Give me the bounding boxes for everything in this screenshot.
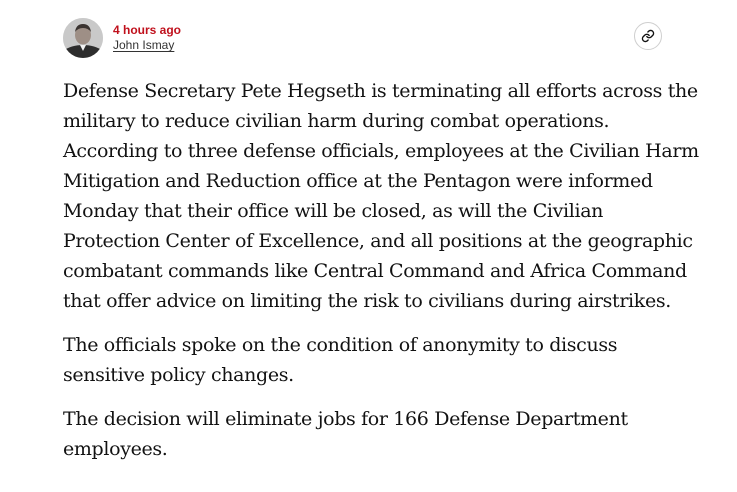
author-link[interactable]: John Ismay <box>113 38 175 52</box>
link-icon <box>641 29 655 43</box>
paragraph: The officials spoke on the condition of anonymity to discuss sensitive policy changes. <box>63 334 618 386</box>
author-avatar[interactable] <box>63 18 103 58</box>
copy-link-button[interactable] <box>634 22 662 50</box>
paragraph: Defense Secretary Pete Hegseth is terminating all efforts across the military to reduce civilian harm during combat operations. According to three defense officials, employees at the Civilian Harm Mitigation and Reduction office at the Pentagon were informed Monday that their office will be closed, as will the Civilian Protection Center of Excellence, and all positions at the geographic combatant commands like Central Command and Africa Command that offer advice on limiting the risk to civilians during airstrikes. <box>63 80 699 312</box>
paragraph: The decision will eliminate jobs for 166 Defense Department employees. <box>63 408 628 460</box>
timestamp: 4 hours ago <box>113 23 182 37</box>
post-meta <box>63 18 181 58</box>
avatar-portrait <box>63 18 103 58</box>
post-body <box>63 76 703 478</box>
meta-text <box>113 23 181 53</box>
